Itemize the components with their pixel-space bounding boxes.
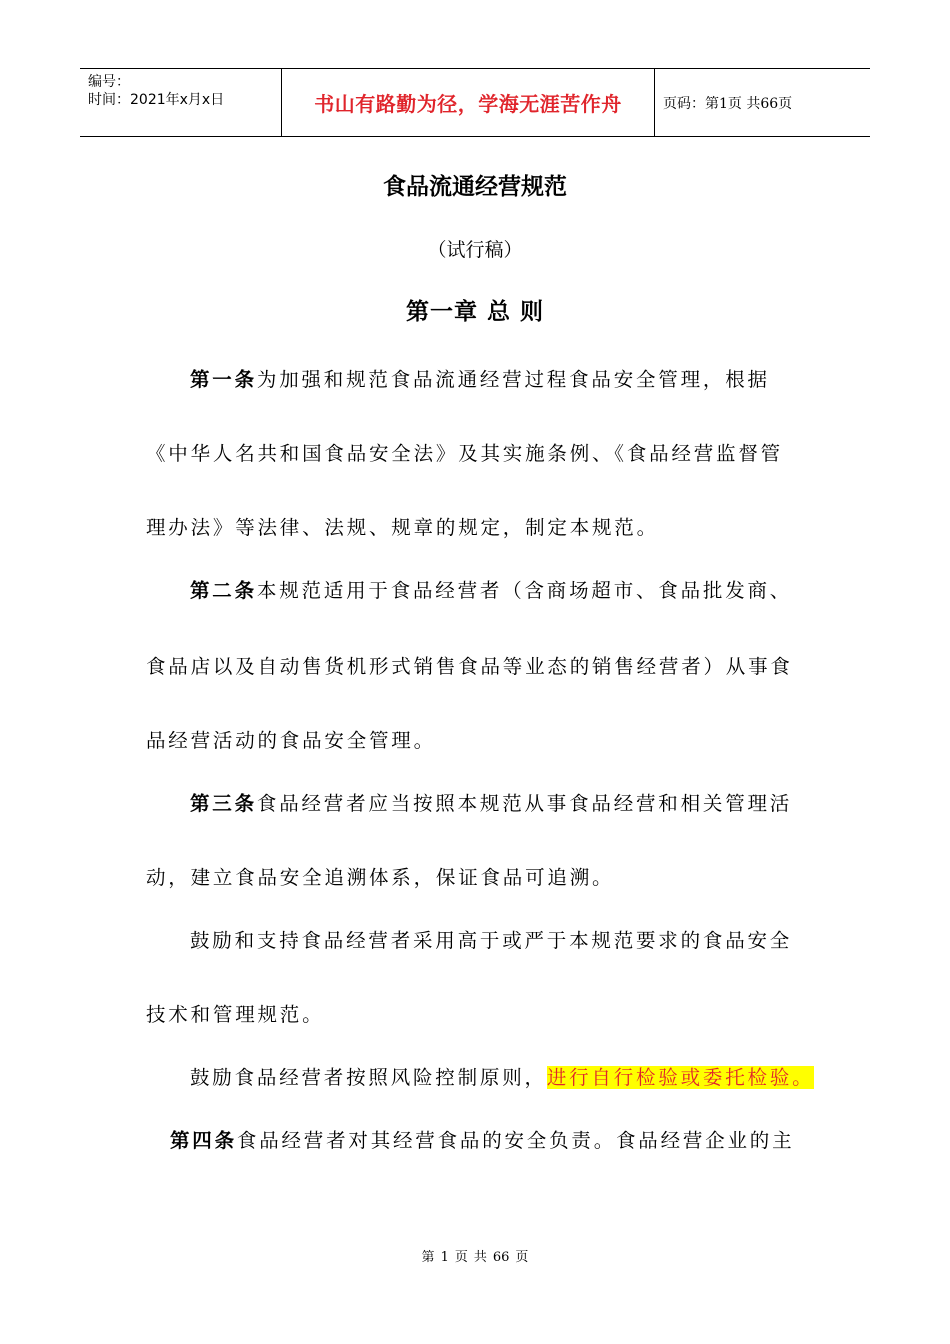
line-text: 理办法》等法律、法规、规章的规定，制定本规范。 <box>146 516 659 539</box>
body-line <box>146 438 783 466</box>
footer-text: 第 <box>421 1250 435 1265</box>
doc-subtitle: （试行稿） <box>427 239 523 261</box>
doc-time-label: 时间：2021年x月x日 <box>88 92 225 108</box>
doc-title: 食品流通经营规范 <box>383 173 567 200</box>
line-text: 为加强和规范食品流通经营过程食品安全管理，根据 <box>256 368 770 391</box>
header-motto: 书山有路勤为径，学海无涯苦作舟 <box>281 69 655 136</box>
footer-text: 页 <box>515 1250 529 1265</box>
doc-number-label: 编号： <box>88 74 130 90</box>
page-header <box>80 68 870 137</box>
line-text: 《中华人名共和国食品安全法》及其实施条例、《食品经营监督管 <box>146 442 783 465</box>
line-text: 食品经营者对其经营食品的安全负责。食品经营企业的主 <box>236 1129 795 1152</box>
article-label: 第四条 <box>170 1129 237 1152</box>
line-text: 品经营活动的食品安全管理。 <box>146 729 436 752</box>
body-line <box>190 1062 814 1090</box>
footer-text: 共 <box>473 1250 487 1265</box>
header-meta <box>88 73 278 109</box>
line-text: 鼓励和支持食品经营者采用高于或严于本规范要求的食品安全 <box>190 929 793 952</box>
body-line <box>146 512 659 540</box>
line-text: 鼓励食品经营者按照风险控制原则， <box>190 1066 547 1089</box>
body-line <box>146 862 614 890</box>
article-label: 第一条 <box>190 368 257 391</box>
page-footer <box>0 1246 950 1265</box>
footer-text: 页 <box>454 1250 468 1265</box>
body-line <box>190 364 770 392</box>
line-text: 食品店以及自动售货机形式销售食品等业态的销售经营者）从事食 <box>146 655 793 678</box>
highlighted-text: 进行自行检验或委托检验。 <box>546 1066 815 1089</box>
body-line <box>146 651 793 679</box>
body-line <box>190 788 792 816</box>
footer-page-number: 1 <box>440 1250 449 1265</box>
line-text: 动，建立食品安全追溯体系，保证食品可追溯。 <box>146 866 615 889</box>
body-line <box>146 725 436 753</box>
header-page-info: 页码：第1页 共66页 <box>663 95 793 112</box>
body-line <box>170 1125 794 1153</box>
body-line <box>146 999 324 1027</box>
footer-total-pages: 66 <box>492 1250 510 1265</box>
line-text: 技术和管理规范。 <box>146 1003 325 1026</box>
article-label: 第三条 <box>190 792 257 815</box>
body-line <box>190 575 792 603</box>
line-text: 本规范适用于食品经营者（含商场超市、食品批发商、 <box>256 579 793 602</box>
chapter-heading: 第一章 总 则 <box>405 298 544 325</box>
article-label: 第二条 <box>190 579 257 602</box>
body-line <box>190 925 792 953</box>
line-text: 食品经营者应当按照本规范从事食品经营和相关管理活 <box>256 792 793 815</box>
